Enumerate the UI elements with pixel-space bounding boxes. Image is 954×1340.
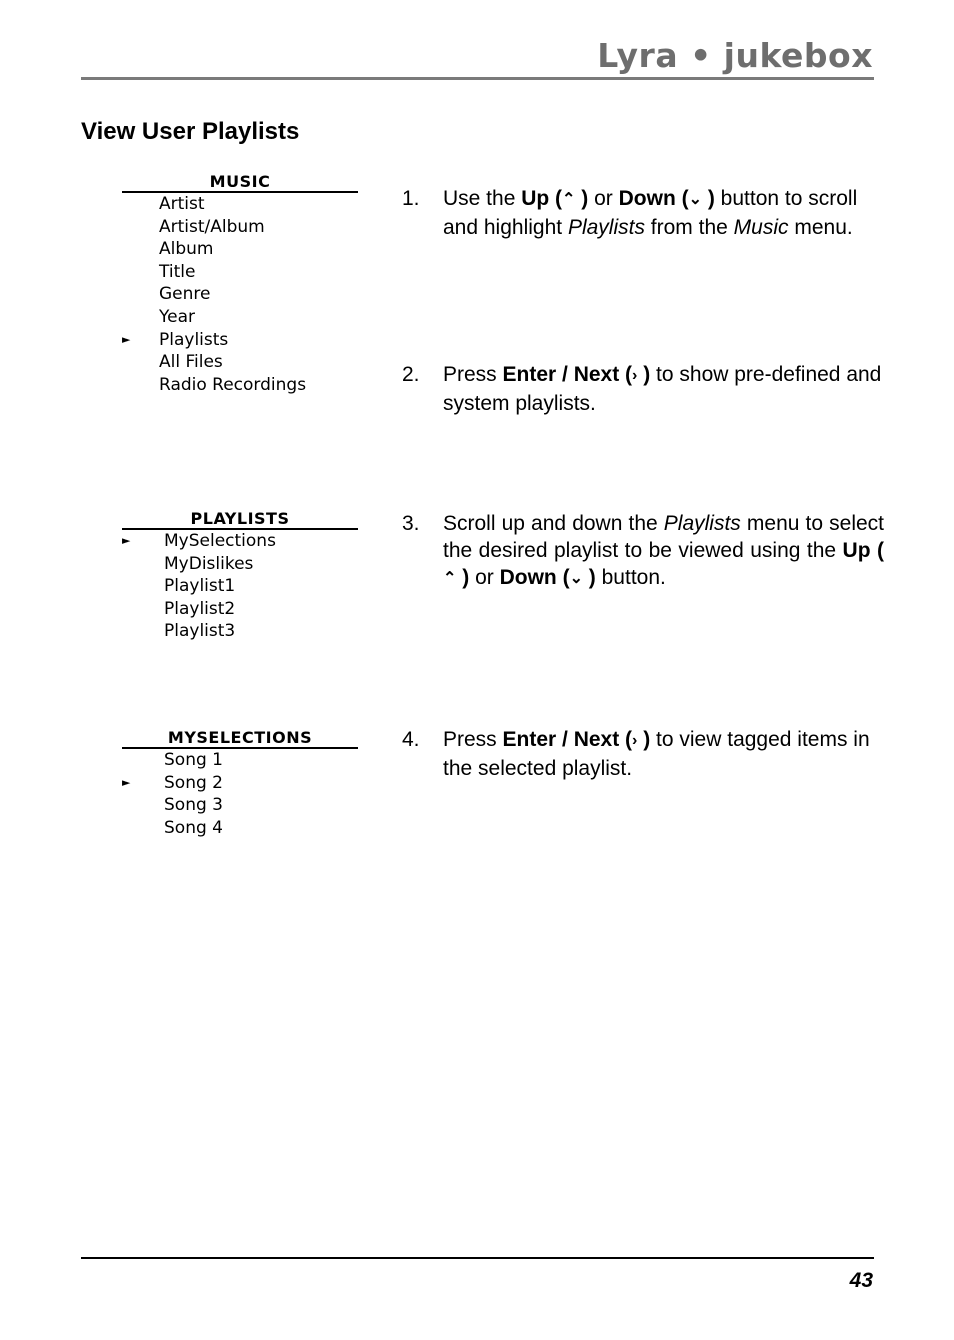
step-number: 1.: [402, 187, 420, 210]
menu-item-label: Album: [159, 239, 214, 260]
menu-item-label: All Files: [159, 352, 223, 373]
text-run: Scroll up and down the: [443, 512, 664, 535]
step-text: [443, 361, 884, 417]
down-button-label: Down (⌄ ): [500, 566, 596, 589]
menu-item[interactable]: [122, 553, 358, 576]
down-button-label: Down (⌄ ): [619, 187, 715, 210]
header-title: Lyra • jukebox: [597, 36, 873, 75]
menu-item-label: Playlist1: [164, 576, 236, 597]
up-arrow-icon: ⌃: [443, 570, 457, 587]
menu-item[interactable]: [122, 238, 358, 261]
up-button-label: Up (⌃ ): [443, 539, 884, 589]
menu-item-label: Radio Recordings: [159, 374, 307, 395]
menu-item-label: Playlists: [159, 329, 229, 350]
menu-item-label: Song 2: [164, 772, 223, 793]
menu-item-label: Title: [159, 261, 196, 282]
menu-item-label: Playlist3: [164, 621, 236, 642]
menu-item-label: Artist: [159, 194, 205, 214]
section-title: View User Playlists: [81, 118, 300, 145]
menu-item[interactable]: [122, 329, 358, 352]
step-number: 4.: [402, 728, 420, 751]
menu-item[interactable]: [122, 598, 358, 621]
header-rule: [81, 77, 874, 80]
menu-item-label: Song 4: [164, 817, 223, 838]
step-text: [443, 510, 884, 593]
page-number: 43: [849, 1269, 873, 1292]
menu-item-label: MyDislikes: [164, 553, 254, 574]
text-run: from the: [644, 216, 734, 239]
down-arrow-icon: ⌄: [688, 191, 703, 208]
enter-next-button-label: Enter / Next (› ): [503, 728, 651, 751]
menu-item[interactable]: [122, 351, 358, 374]
menu-item[interactable]: [122, 261, 358, 284]
selection-arrow-icon: ►: [122, 332, 131, 346]
step-number: 2.: [402, 363, 420, 386]
menu-item[interactable]: [122, 216, 358, 239]
playlists-term: Playlists: [567, 216, 645, 239]
text-run: or: [469, 566, 500, 589]
up-button-label: Up (⌃ ): [521, 187, 588, 210]
next-arrow-icon: ›: [632, 732, 638, 749]
playlists-menu-title: PLAYLISTS: [122, 509, 358, 530]
text-run: to show pre-defined and system playlists.: [443, 363, 882, 415]
menu-item[interactable]: [122, 817, 358, 840]
playlists-menu: [122, 509, 358, 643]
music-menu-title: MUSIC: [122, 172, 358, 193]
music-menu: [122, 172, 358, 396]
up-arrow-icon: ⌃: [562, 191, 576, 208]
menu-item-label: MySelections: [164, 531, 276, 551]
selection-arrow-icon: ►: [122, 534, 131, 547]
menu-item[interactable]: [122, 794, 358, 817]
menu-item[interactable]: [122, 374, 358, 397]
menu-item-label: Song 1: [164, 750, 223, 770]
menu-item-label: Artist/Album: [159, 216, 265, 237]
menu-item[interactable]: [122, 575, 358, 598]
menu-item[interactable]: [122, 772, 358, 795]
step-number: 3.: [402, 512, 420, 535]
playlists-menu-items: [122, 530, 358, 643]
menu-item[interactable]: [122, 193, 358, 216]
step-text: [443, 726, 884, 782]
text-run: button.: [595, 566, 666, 589]
myselections-menu: [122, 728, 358, 839]
music-term: Music: [733, 216, 789, 239]
menu-item-label: Genre: [159, 284, 211, 305]
text-run: or: [588, 187, 619, 210]
menu-item-label: Playlist2: [164, 598, 236, 619]
step-text: [443, 185, 884, 241]
text-run: Use the: [443, 187, 522, 210]
menu-item[interactable]: [122, 283, 358, 306]
myselections-menu-title: MYSELECTIONS: [122, 728, 358, 749]
next-arrow-icon: ›: [632, 367, 638, 384]
text-run: button to scroll and highlight: [443, 187, 858, 239]
down-arrow-icon: ⌄: [569, 570, 583, 587]
text-run: Press: [443, 363, 503, 386]
selection-arrow-icon: ►: [122, 775, 131, 789]
text-run: Press: [443, 728, 503, 751]
myselections-menu-items: [122, 749, 358, 839]
text-run: to view tagged items in the selected playlist.: [443, 728, 870, 780]
menu-item-label: Song 3: [164, 795, 223, 816]
footer-rule: [81, 1257, 874, 1259]
playlists-term: Playlists: [663, 512, 741, 535]
menu-item[interactable]: [122, 620, 358, 643]
menu-item[interactable]: [122, 530, 358, 553]
menu-item[interactable]: [122, 306, 358, 329]
menu-item[interactable]: [122, 749, 358, 772]
enter-next-button-label: Enter / Next (› ): [503, 363, 651, 386]
music-menu-items: [122, 193, 358, 396]
text-run: menu to select the desired playlist to be viewed using the: [443, 512, 884, 562]
menu-item-label: Year: [159, 306, 195, 327]
text-run: menu.: [788, 216, 853, 239]
